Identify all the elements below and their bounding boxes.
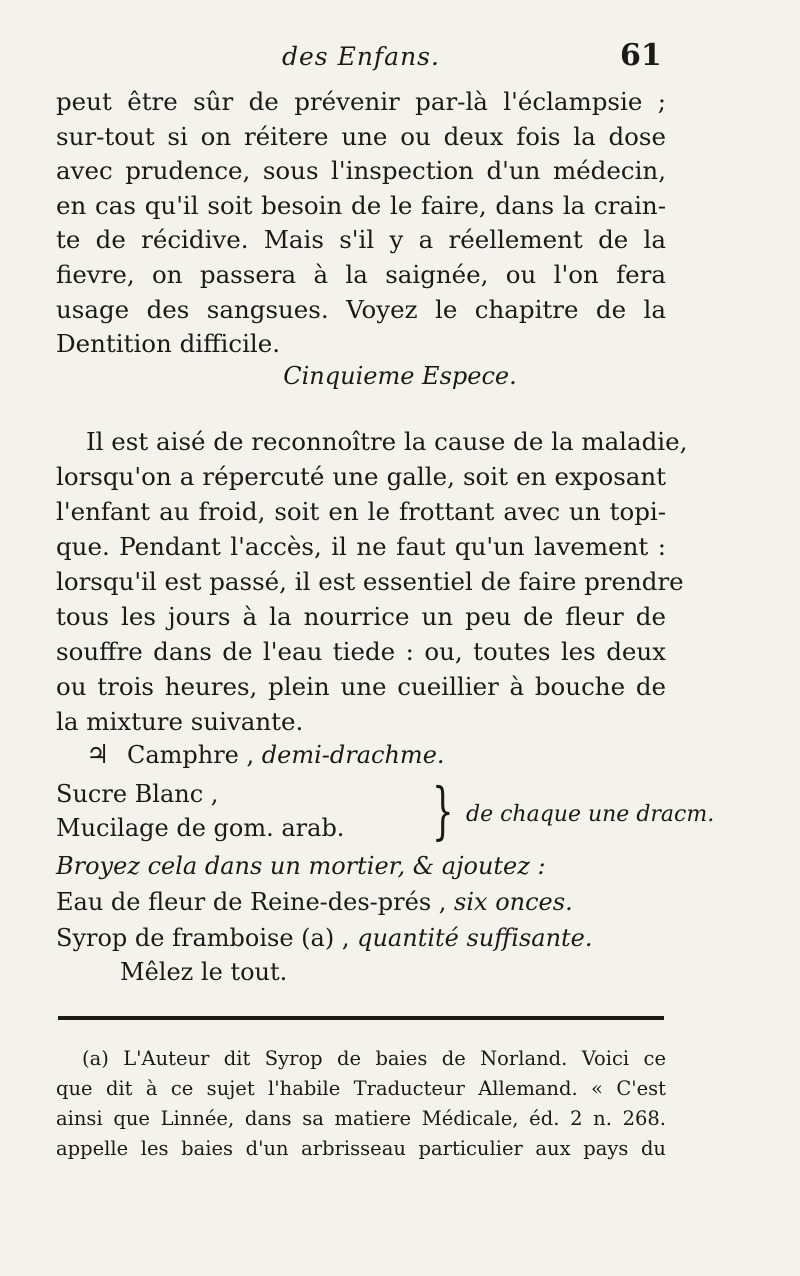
text-line: tous les jours à la nourrice un peu de fleur de	[56, 602, 666, 631]
text-line: Dentition difficile.	[56, 329, 281, 359]
text-line: peut être sûr de prévenir par-là l'éclampsie ;	[56, 87, 666, 116]
text-line: te de récidive. Mais s'il y a réellement de la	[56, 225, 666, 255]
section-heading	[0, 362, 800, 390]
section-heading-text: Cinquieme Espece.	[283, 362, 517, 390]
syrup-dose: quantité suffisante.	[357, 924, 593, 952]
text-line: en cas qu'il soit besoin de le faire, dans la crain-	[56, 190, 666, 220]
mix-instruction: Mêlez le tout.	[120, 958, 288, 986]
footnote-line: (a) L'Auteur dit Syrop de baies de Norland. Voici ce	[82, 1047, 666, 1070]
footnote-rule	[58, 1016, 664, 1020]
page-header	[0, 38, 800, 88]
recipe-instruction: Broyez cela dans un mortier, & ajoutez :	[56, 852, 546, 880]
running-head: des Enfans.	[282, 42, 440, 71]
syrup-name: Syrop de framboise (a) ,	[56, 924, 350, 952]
text-line: lorsqu'il est passé, il est essentiel de faire prendre	[56, 567, 684, 596]
jupiter-recipe-icon: ♃	[86, 740, 110, 770]
water-dose: six onces.	[454, 888, 573, 916]
water-name: Eau de fleur de Reine-des-prés ,	[56, 888, 447, 916]
text-line: sur-tout si on réitere une ou deux fois la dose	[56, 121, 666, 151]
syrup-ingredient-line	[56, 924, 593, 952]
recipe-camphor-line	[86, 740, 445, 770]
text-line: souffre dans de l'eau tiede : ou, toutes les deux	[56, 637, 666, 666]
text-line: usage des sangsues. Voyez le chapitre de la	[56, 294, 666, 324]
brace-symbol: }	[432, 774, 454, 847]
text-line: que. Pendant l'accès, il ne faut qu'un lavement :	[56, 532, 666, 561]
footnote-line: ainsi que Linnée, dans sa matiere Médicale, éd. 2 n. 268.	[56, 1107, 666, 1130]
sugar-ingredient: Sucre Blanc ,	[56, 780, 219, 808]
page-number: 61	[620, 38, 662, 73]
text-line: lorsqu'on a répercuté une galle, soit en exposant	[56, 462, 666, 491]
text-line: avec prudence, sous l'inspection d'un médecin,	[56, 156, 666, 186]
camphor-name: Camphre ,	[126, 741, 255, 769]
text-line: Il est aisé de reconnoître la cause de la maladie,	[86, 427, 688, 456]
footnote-line: que dit à ce sujet l'habile Traducteur Allemand. « C'est	[56, 1077, 666, 1100]
footnote	[56, 1044, 666, 1164]
paragraph-2	[56, 424, 688, 739]
footnote-line: appelle les baies d'un arbrisseau particulier aux pays du	[56, 1137, 666, 1160]
text-line: la mixture suivante.	[56, 707, 304, 736]
camphor-dose: demi-drachme.	[261, 741, 445, 769]
paragraph-1	[56, 85, 666, 362]
mucilage-ingredient: Mucilage de gom. arab.	[56, 814, 345, 842]
text-line: l'enfant au froid, soit en le frottant avec un topi-	[56, 497, 666, 526]
brace-dose-text: de chaque une dracm.	[466, 802, 715, 827]
text-line: fievre, on passera à la saignée, ou l'on fera	[56, 259, 666, 289]
water-ingredient-line	[56, 888, 573, 916]
text-line: ou trois heures, plein une cueillier à bouche de	[56, 672, 666, 701]
